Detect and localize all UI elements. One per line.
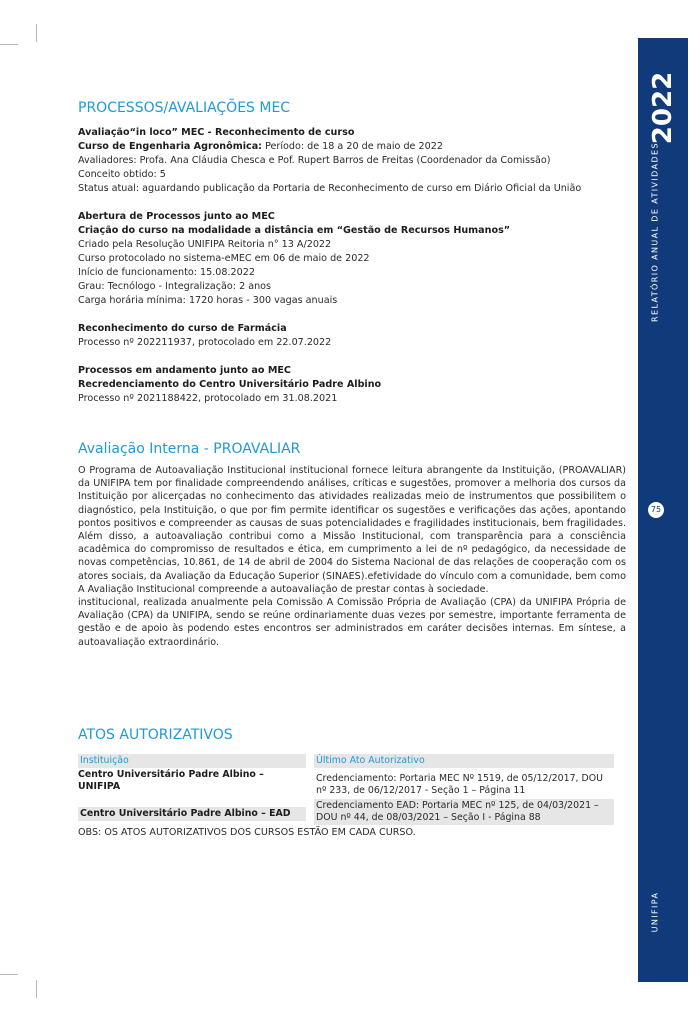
criado-text: Criado pela Resolução UNIFIPA Reitoria n° 13 A/2022 (78, 239, 332, 250)
crop-mark (36, 980, 37, 998)
proavaliar-heading: Avaliação Interna - PROAVALIAR (78, 441, 301, 457)
andamento-processo: Processo nº 2021188422, protocolado em 31.08.2021 (78, 393, 338, 404)
proavaliar-paragraph-1: O Programa de Autoavaliação Institucional institucional fornece leitura abrangente da Instituição, (PROAVALIAR) da UNIFIPA tem por finalidade compreendendo análises, críticas e sugestões, promover a melhoria dos cursos da Instituição por alicerçadas no conhecimento das atividades realizadas meio de instrumentos que possibilitem o diagnóstico, pela Instituição, o que por fim permite identificar os sugestões e verificações das ações, apontando pontos positivos e compreender as causas de suas potencialidades e fragilidades institucionais, bem fragilidades. Além disso, a autoavaliação contribui como a Missão Institucional, com transparência para a consciência acadêmica do compromisso de resultados e ética, em cumprimento a lei de nº pedagógico, da necessidade de novas competências, 10.861, de 14 de abril de 2004 do Sistema Nacional de das relações de cooperação com os atores sociais, da Avaliação da Educação Superior (SINAES).efetividade do vínculo com a comunidade, bem como A Avaliação Institucional compreende a autoavaliação de prestar contas à sociedade. (78, 465, 626, 595)
processos-section (78, 100, 626, 406)
crop-mark (36, 24, 37, 42)
inicio-text: Início de funcionamento: 15.08.2022 (78, 267, 255, 278)
atos-section (78, 727, 626, 743)
protocolado-text: Curso protocolado no sistema-eMEC em 06 de maio de 2022 (78, 253, 370, 264)
periodo-text: Período: de 18 a 20 de maio de 2022 (262, 141, 443, 152)
ultimo-ato-header: Último Ato Autorizativo (314, 754, 614, 768)
curso-line (78, 140, 626, 154)
farmacia-title: Reconhecimento do curso de Farmácia (78, 323, 287, 334)
year-label: 2022 (648, 71, 678, 145)
atos-heading: ATOS AUTORIZATIVOS (78, 727, 233, 743)
row1-instituicao: Centro Universitário Padre Albino – UNIFIPA (78, 769, 264, 792)
andamento-title: Processos em andamento junto ao MEC (78, 365, 291, 376)
report-title-vertical: RELATÓRIO ANUAL DE ATIVIDADES (650, 142, 660, 322)
status-text: Status atual: aguardando publicação da Portaria de Reconhecimento de curso em Diário Oficial da União (78, 183, 582, 194)
page-number: 75 (648, 502, 664, 518)
abertura-title: Abertura de Processos junto ao MEC (78, 211, 275, 222)
instituicao-header: Instituição (78, 754, 306, 768)
row1-ato: Credenciamento: Portaria MEC Nº 1519, de 05/12/2017, DOU nº 233, de 06/12/2017 - Seção 1 – Página 11 (316, 773, 603, 796)
row2-instituicao: Centro Universitário Padre Albino – EAD (78, 807, 306, 821)
proavaliar-paragraph-2: institucional, realizada anualmente pela Comissão A Comissão Própria de Avaliação (CPA) da UNIFIPA Própria de Avaliação (CPA) da UNIFIPA, sendo se reúne ordinariamente duas vezes por semestre, importante ferramenta de gestão e de apoio às podendo estes encontros ser administrados em caráter decisões internas. Em síntese, a autoavaliação extraordinário. (78, 597, 626, 648)
curso-name: Curso de Engenharia Agronômica: (78, 141, 263, 152)
conceito-text: Conceito obtido: 5 (78, 169, 166, 180)
avaliadores-text: Avaliadores: Profa. Ana Cláudia Chesca e Pof. Rupert Barros de Freitas (Coordenador da Comissão) (78, 155, 551, 166)
crop-mark (0, 44, 18, 45)
grau-text: Grau: Tecnólogo - Integralização: 2 anos (78, 281, 272, 292)
processos-heading: PROCESSOS/AVALIAÇÕES MEC (78, 100, 291, 116)
carga-text: Carga horária mínima: 1720 horas - 300 vagas anuais (78, 295, 338, 306)
avaliacao-title: Avaliação“in loco” MEC - Reconhecimento de curso (78, 127, 355, 138)
farmacia-processo: Processo nº 202211937, protocolado em 22.07.2022 (78, 337, 332, 348)
row2-ato: Credenciamento EAD: Portaria MEC nº 125, de 04/03/2021 – DOU nº 44, de 08/03/2021 – Seção I - Página 88 (314, 799, 614, 825)
crop-mark (0, 974, 18, 975)
atos-obs: OBS: OS ATOS AUTORIZATIVOS DOS CURSOS ESTÃO EM CADA CURSO. (78, 827, 416, 838)
ultimo-ato-column (314, 754, 614, 825)
recredenciamento-title: Recredenciamento do Centro Universitário Padre Albino (78, 379, 382, 390)
org-label-vertical: UNIFIPA (650, 891, 660, 933)
criacao-title: Criação do curso na modalidade a distância em “Gestão de Recursos Humanos” (78, 225, 511, 236)
proavaliar-section (78, 441, 626, 649)
instituicao-column (78, 754, 306, 821)
